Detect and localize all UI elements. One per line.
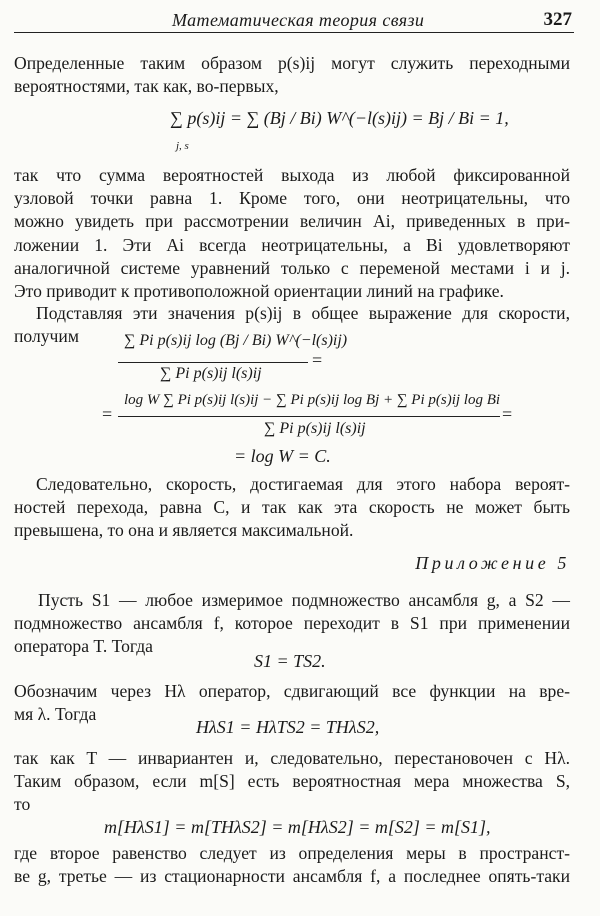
equals-sign: = <box>502 404 513 424</box>
paragraph-2 <box>14 164 570 303</box>
text-line: получим <box>14 326 79 347</box>
text-line: оператора T. Тогда <box>14 636 153 657</box>
paragraph-1 <box>14 52 570 98</box>
equation-1: ∑ p(s)ij = ∑ (Bj / Bi) W^(−l(s)ij) = Bj / Bi = 1, <box>170 108 509 128</box>
equation-2-line2-numerator: log W ∑ Pi p(s)ij l(s)ij − ∑ Pi p(s)ij log Bj + ∑ Pi p(s)ij log Bi <box>124 392 501 408</box>
equation-2-line1-numerator: ∑ Pi p(s)ij log (Bj / Bi) W^(−l(s)ij) <box>124 332 348 349</box>
text-line: узловой точки равна 1. Кроме того, они неотрицательны, что <box>14 188 570 209</box>
text-line: подмножество ансамбля f, которое переходит в S1 при применении <box>14 613 570 634</box>
page-number: 327 <box>543 9 572 30</box>
text-line: аналогичной системе уравнений только с переменой местами i и j. <box>14 257 570 278</box>
equation-5: m[HλS1] = m[THλS2] = m[HλS2] = m[S2] = m[S1], <box>104 817 491 837</box>
appendix-heading: Приложение 5 <box>415 553 570 573</box>
text-line: Следовательно, скорость, достигаемая для этого набора вероят- <box>36 474 570 494</box>
text-line: вероятностями, так как, во-первых, <box>14 76 279 97</box>
text-line: превышена, то она и является максимальной. <box>14 520 354 541</box>
equation-3: S1 = TS2. <box>254 651 326 671</box>
text-line: ложении 1. Эти Ai всегда неотрицательны, а Bi удовлетворяют <box>14 234 570 255</box>
running-title: Математическая теория связи <box>172 10 425 30</box>
equation-2-line2-denominator: ∑ Pi p(s)ij l(s)ij <box>264 420 366 437</box>
text-line: так как T — инвариантен и, следовательно, перестановочен с Hλ. <box>14 748 570 768</box>
equals-sign: = <box>312 350 323 370</box>
equals-sign: = <box>102 404 113 424</box>
text-line: так что сумма вероятностей выхода из любой фиксированной <box>14 165 570 185</box>
paragraph-8 <box>14 842 570 888</box>
text-line: можно увидеть при рассмотрении величин Ai, приведенных в при- <box>14 211 570 232</box>
paragraph-5 <box>14 589 570 659</box>
fraction-bar <box>118 416 500 417</box>
text-line: то <box>14 794 31 815</box>
text-line: ве g, третье — из стационарности ансамбля f, а последнее опять-таки <box>14 866 570 887</box>
text-line: мя λ. Тогда <box>14 704 97 725</box>
paragraph-7 <box>14 747 570 817</box>
equation-2-line1-denominator: ∑ Pi p(s)ij l(s)ij <box>160 365 262 382</box>
text-line: Подставляя эти значения p(s)ij в общее выражение для скорости, <box>36 303 570 323</box>
equation-1-sum-index: j, s <box>176 140 189 152</box>
equation-2-line3: = log W = C. <box>234 446 331 466</box>
text-line: Таким образом, если m[S] есть вероятностная мера множества S, <box>14 771 570 792</box>
equation-4: HλS1 = HλTS2 = THλS2, <box>196 717 380 737</box>
paragraph-4 <box>14 473 570 543</box>
text-line: ностей перехода, равна C, и так как эта скорость не может быть <box>14 497 570 518</box>
text-line: Обозначим через Hλ оператор, сдвигающий все функции на вре- <box>14 681 570 701</box>
fraction-bar <box>118 362 308 363</box>
text-line: где второе равенство следует из определения меры в пространст- <box>14 843 570 863</box>
text-line: Это приводит к противоположной ориентации линий на графике. <box>14 281 504 302</box>
text-line: Определенные таким образом p(s)ij могут служить переходными <box>14 53 570 73</box>
page-header <box>14 6 574 33</box>
text-line: Пусть S1 — любое измеримое подмножество ансамбля g, а S2 — <box>38 590 570 610</box>
